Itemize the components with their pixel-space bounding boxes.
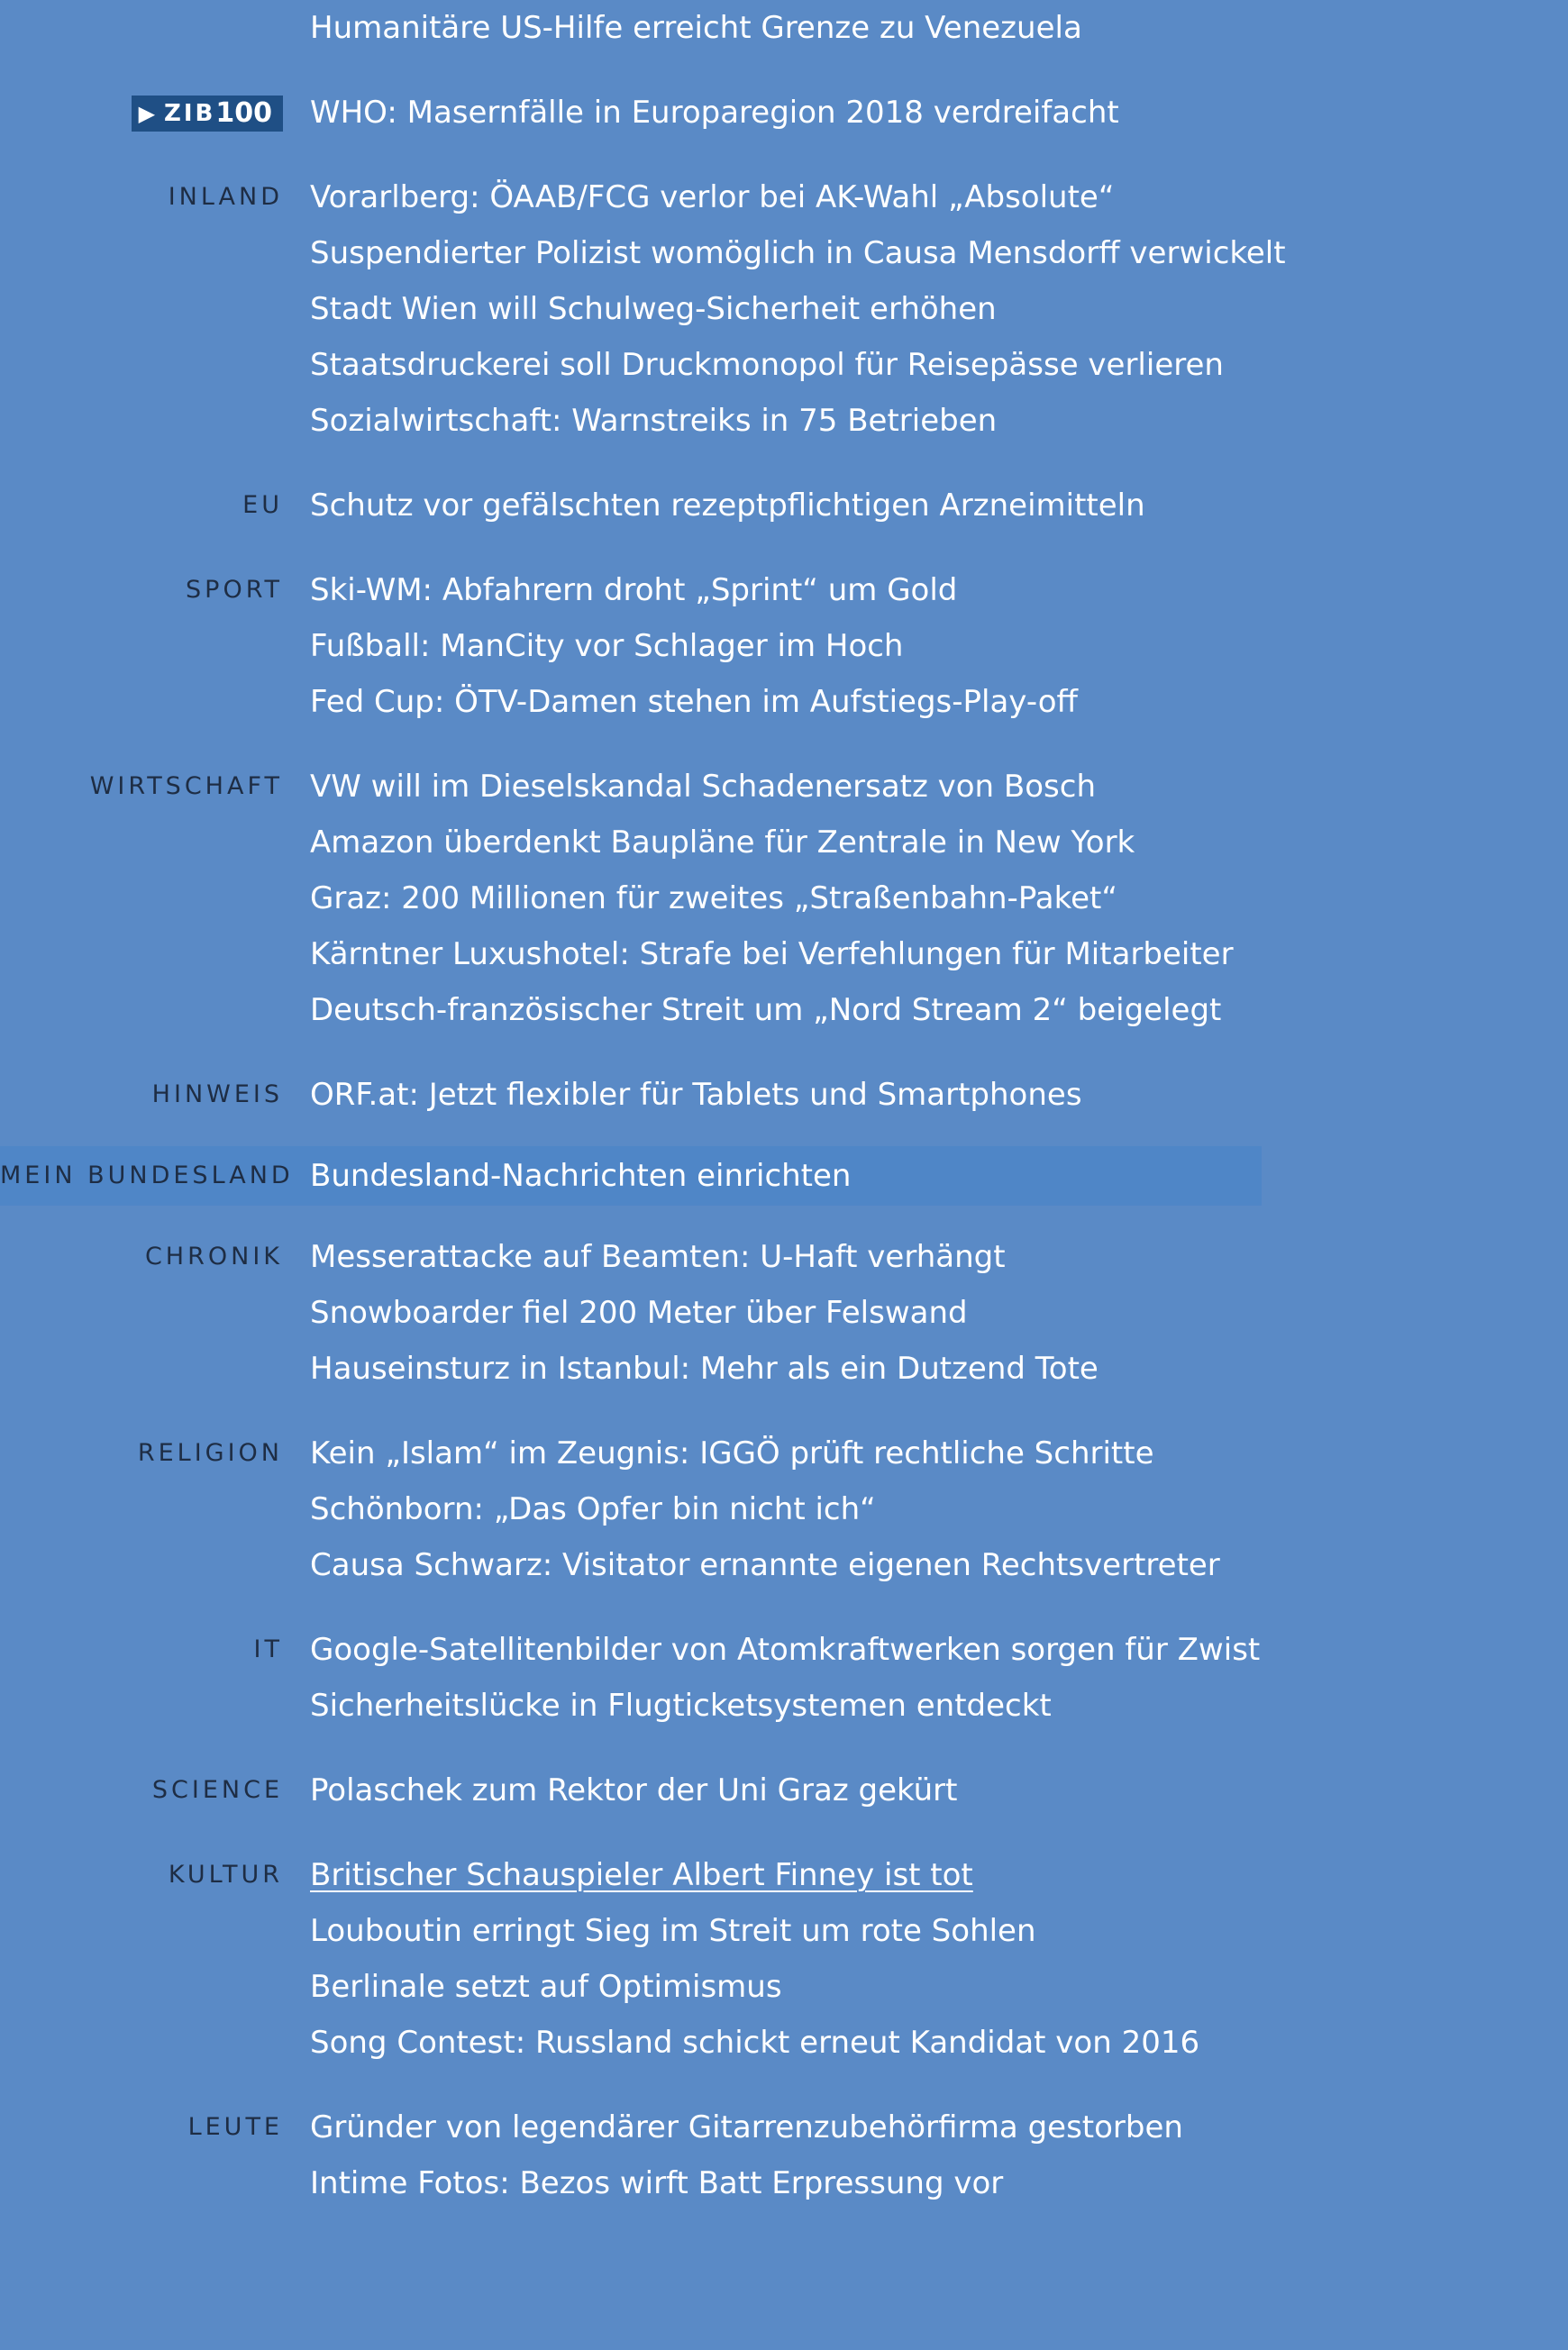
section-label-cell <box>0 85 310 141</box>
headline-link[interactable]: VW will im Dieselskandal Schadenersatz von Bosch <box>310 769 1096 805</box>
headline-list <box>310 0 1262 56</box>
headline-link[interactable]: Berlinale setzt auf Optimismus <box>310 1969 782 2005</box>
section-label-cell <box>0 0 310 56</box>
section-sport <box>0 548 1262 744</box>
headline-link[interactable]: Schutz vor gefälschten rezeptpflichtigen Arzneimitteln <box>310 487 1145 524</box>
section-science <box>0 1748 1262 1833</box>
section-label-cell <box>0 562 310 618</box>
section-wirtschaft <box>0 744 1262 1052</box>
headline-link[interactable]: Gründer von legendärer Gitarrenzubehörfirma gestorben <box>310 2109 1183 2145</box>
headline-link[interactable]: ORF.at: Jetzt flexibler für Tablets und Smartphones <box>310 1077 1082 1113</box>
headline-link[interactable]: Ski-WM: Abfahrern droht „Sprint“ um Gold <box>310 572 958 608</box>
zib-badge-text: ZIB <box>164 99 216 127</box>
zib-badge-number: 100 <box>215 96 272 129</box>
section-label: SPORT <box>186 576 283 604</box>
section-eu <box>0 463 1262 548</box>
headline-list <box>310 759 1262 1038</box>
section-hinweis <box>0 1052 1262 1137</box>
headline-list <box>310 1229 1262 1397</box>
headline-list <box>310 2100 1262 2211</box>
headline-list <box>310 85 1262 141</box>
headline-link[interactable]: Deutsch-französischer Streit um „Nord Stream 2“ beigelegt <box>310 992 1222 1028</box>
section-label: IT <box>253 1635 283 1663</box>
headline-link[interactable]: Louboutin erringt Sieg im Streit um rote Sohlen <box>310 1913 1036 1949</box>
section-religion <box>0 1411 1262 1608</box>
section-label: SCIENCE <box>151 1776 283 1804</box>
section-label: LEUTE <box>187 2113 283 2141</box>
section-label-cell <box>0 478 310 533</box>
section-label: RELIGION <box>137 1439 283 1467</box>
section-inland <box>0 155 1286 463</box>
headline-link-hovered[interactable]: Britischer Schauspieler Albert Finney ist tot <box>310 1857 973 1893</box>
section-chronik <box>0 1215 1262 1411</box>
headline-link[interactable]: Intime Fotos: Bezos wirft Batt Erpressung vor <box>310 2165 1004 2201</box>
section-leute <box>0 2085 1262 2226</box>
zib100-badge[interactable] <box>132 96 283 132</box>
headline-list <box>310 1067 1262 1123</box>
section-label: EU <box>242 491 283 519</box>
section-zib100 <box>0 70 1262 155</box>
headline-list <box>310 1425 1262 1593</box>
headline-link[interactable]: Hauseinsturz in Istanbul: Mehr als ein Dutzend Tote <box>310 1351 1099 1387</box>
section-it <box>0 1608 1262 1748</box>
section-label-cell <box>0 1762 310 1818</box>
headline-list <box>310 1148 1262 1204</box>
headline-list <box>310 1762 1262 1818</box>
headline-link[interactable]: Stadt Wien will Schulweg-Sicherheit erhöhen <box>310 291 997 327</box>
section-label-cell <box>0 759 310 815</box>
headline-list <box>310 562 1262 730</box>
section-label-cell <box>0 1425 310 1481</box>
headline-link[interactable]: Amazon überdenkt Baupläne für Zentrale in New York <box>310 824 1135 861</box>
headline-link[interactable]: Sicherheitslücke in Flugticketsystemen entdeckt <box>310 1688 1052 1724</box>
section-label-cell <box>0 2100 310 2155</box>
section-label-cell <box>0 1067 310 1123</box>
section-label-cell <box>0 1622 310 1678</box>
headline-link[interactable]: Humanitäre US-Hilfe erreicht Grenze zu Venezuela <box>310 10 1082 46</box>
section-label: HINWEIS <box>151 1080 283 1108</box>
section-label: KULTUR <box>168 1861 283 1889</box>
section-label: CHRONIK <box>144 1243 283 1271</box>
section-label-cell <box>0 1148 310 1204</box>
headline-link[interactable]: Google-Satellitenbilder von Atomkraftwerken sorgen für Zwist <box>310 1632 1261 1668</box>
section-top <box>0 0 1262 70</box>
section-mein-bundesland <box>0 1146 1262 1206</box>
headline-link[interactable]: Suspendierter Polizist womöglich in Causa Mensdorff verwickelt <box>310 235 1286 271</box>
section-kultur <box>0 1833 1262 2085</box>
headline-link[interactable]: Graz: 200 Millionen für zweites „Straßenbahn-Paket“ <box>310 880 1117 916</box>
headline-link[interactable]: Schönborn: „Das Opfer bin nicht ich“ <box>310 1491 876 1527</box>
section-label: MEIN BUNDESLAND <box>0 1161 294 1189</box>
section-label-cell <box>0 1229 310 1285</box>
headline-link[interactable]: Fußball: ManCity vor Schlager im Hoch <box>310 628 904 664</box>
headline-link[interactable]: Snowboarder fiel 200 Meter über Felswand <box>310 1295 968 1331</box>
play-icon: ▶ <box>138 100 156 126</box>
headline-link[interactable]: Messerattacke auf Beamten: U-Haft verhängt <box>310 1239 1006 1275</box>
headline-list <box>310 1847 1262 2071</box>
headline-link[interactable]: Causa Schwarz: Visitator ernannte eigenen Rechtsvertreter <box>310 1547 1220 1583</box>
bundesland-setup-link[interactable]: Bundesland-Nachrichten einrichten <box>310 1158 852 1194</box>
headline-list <box>310 1622 1262 1734</box>
section-label-cell <box>0 169 310 225</box>
headline-link[interactable]: Sozialwirtschaft: Warnstreiks in 75 Betrieben <box>310 403 998 439</box>
headline-link[interactable]: Song Contest: Russland schickt erneut Kandidat von 2016 <box>310 2025 1200 2061</box>
headline-link[interactable]: WHO: Masernfälle in Europaregion 2018 verdreifacht <box>310 95 1119 131</box>
section-label: WIRTSCHAFT <box>89 772 283 800</box>
section-label: INLAND <box>168 183 283 211</box>
section-label-cell <box>0 1847 310 1903</box>
headline-list <box>310 478 1262 533</box>
headline-link[interactable]: Kärntner Luxushotel: Strafe bei Verfehlungen für Mitarbeiter <box>310 936 1234 972</box>
headline-link[interactable]: Vorarlberg: ÖAAB/FCG verlor bei AK-Wahl „Absolute“ <box>310 179 1115 215</box>
headline-list <box>310 169 1286 449</box>
headline-link[interactable]: Polaschek zum Rektor der Uni Graz gekürt <box>310 1772 958 1808</box>
headline-link[interactable]: Staatsdruckerei soll Druckmonopol für Reisepässe verlieren <box>310 347 1224 383</box>
headline-link[interactable]: Kein „Islam“ im Zeugnis: IGGÖ prüft rechtliche Schritte <box>310 1435 1154 1471</box>
headline-link[interactable]: Fed Cup: ÖTV-Damen stehen im Aufstiegs-Play-off <box>310 684 1078 720</box>
